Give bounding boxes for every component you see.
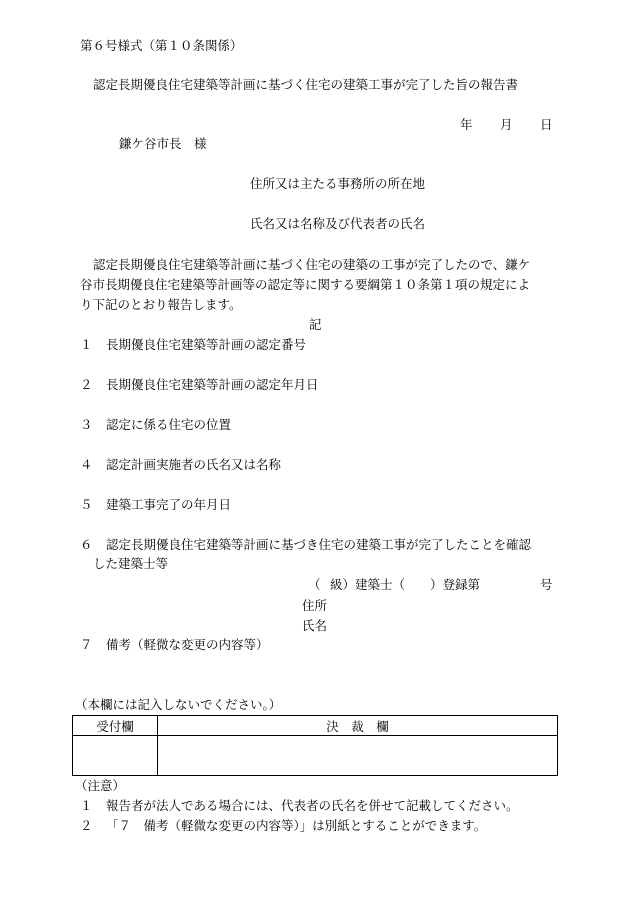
note-number: ２	[80, 818, 93, 833]
item-label: 長期優良住宅建築等計画の認定年月日	[106, 377, 319, 392]
notes-heading: （注意）	[75, 778, 126, 793]
item-number: ５	[80, 497, 93, 512]
form-number: 第６号様式（第１０条関係）	[80, 38, 243, 53]
body-line: り下記のとおり報告します。	[80, 297, 242, 312]
item-number: １	[80, 337, 93, 352]
date-day: 日	[540, 117, 553, 132]
item-label: 認定に係る住宅の位置	[106, 417, 232, 432]
date-month: 月	[500, 117, 513, 132]
item-number: ２	[80, 377, 93, 392]
receipt-column-header: 受付欄	[73, 716, 158, 736]
note-text: 「７ 備考（軽微な変更の内容等）」は別紙とすることができます。	[106, 818, 487, 833]
item-number: ６	[80, 537, 93, 552]
addressee: 鎌ケ谷市長 様	[119, 136, 207, 151]
item-number: ４	[80, 457, 93, 472]
item-label: 長期優良住宅建築等計画の認定番号	[106, 337, 307, 352]
architect-go: 号	[540, 577, 553, 592]
decision-cell	[158, 736, 558, 776]
reporter-address-label: 住所又は主たる事務所の所在地	[250, 176, 426, 191]
receipt-cell	[73, 736, 158, 776]
document-title: 認定長期優良住宅建築等計画に基づく住宅の建築工事が完了した旨の報告書	[93, 77, 519, 92]
item-label: 認定長期優良住宅建築等計画に基づき住宅の建築工事が完了したことを確認	[106, 537, 532, 552]
item-number: ３	[80, 417, 93, 432]
note-text: 報告者が法人である場合には、代表者の氏名を併せて記載してください。	[106, 798, 519, 813]
architect-kyu-open: （	[308, 577, 321, 592]
item-label: 認定計画実施者の氏名又は名称	[106, 457, 282, 472]
body-line: 谷市長期優良住宅建築等計画等の認定等に関する要綱第１０条第１項の規定によ	[80, 277, 531, 292]
date-year: 年	[460, 117, 473, 132]
item-label: 備考（軽微な変更の内容等）	[106, 637, 269, 652]
architect-registration-no: ）登録第	[430, 577, 481, 592]
decision-column-header: 決 裁 欄	[158, 716, 558, 736]
item-label-continuation: した建築士等	[93, 556, 169, 571]
architect-address-label: 住所	[302, 598, 328, 613]
architect-kyu: 級）建築士（	[330, 577, 406, 592]
office-use-note: （本欄には記入しないでください。）	[75, 697, 282, 712]
body-line: 認定長期優良住宅建築等計画に基づく住宅の建築の工事が完了したので、鎌ケ	[93, 257, 531, 272]
reporter-name-label: 氏名又は名称及び代表者の氏名	[250, 216, 426, 231]
note-number: １	[80, 798, 93, 813]
item-label: 建築工事完了の年月日	[106, 497, 232, 512]
ki-heading: 記	[309, 317, 322, 332]
item-number: ７	[80, 637, 93, 652]
office-use-table	[72, 715, 558, 776]
architect-name-label: 氏名	[302, 618, 328, 633]
